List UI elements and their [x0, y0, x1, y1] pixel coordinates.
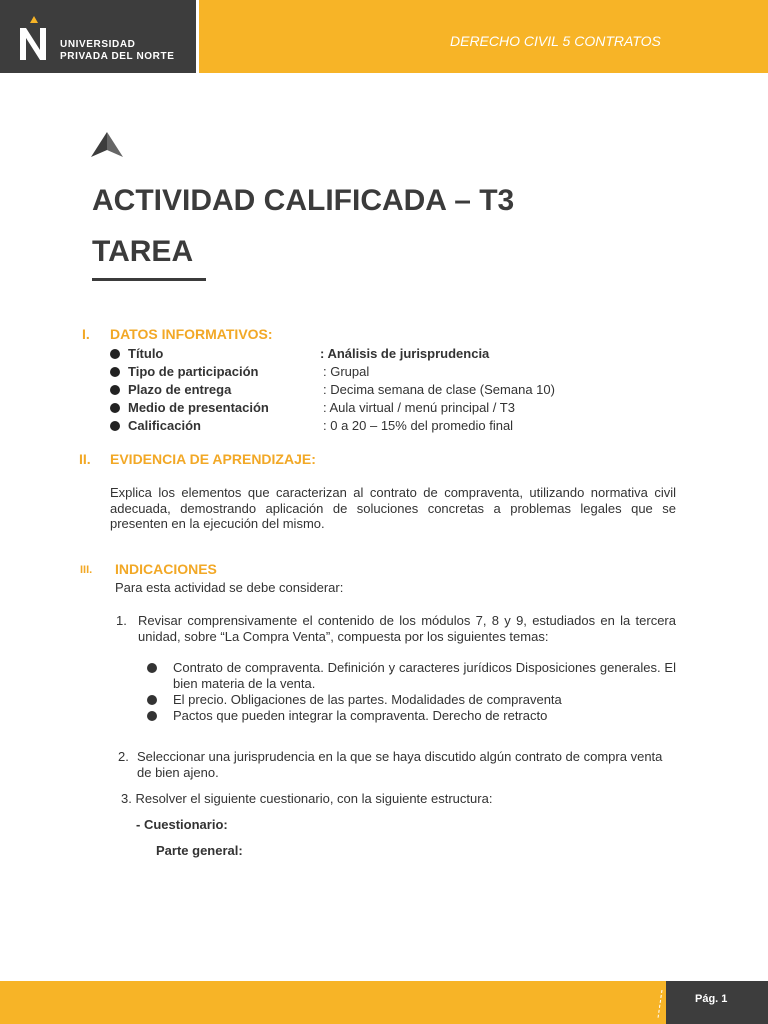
slash-decoration-icon — [655, 990, 665, 1018]
section3-intro: Para esta actividad se debe considerar: — [115, 580, 344, 595]
bullet-icon — [110, 385, 120, 395]
item1-text: Revisar comprensivamente el contenido de los módulos 7, 8 y 9, estudiados en la tercera unidad, sobre “La Compra Venta”, compuesta por los siguientes temas: — [138, 613, 676, 644]
course-name: DERECHO CIVIL 5 CONTRATOS — [450, 33, 661, 49]
bullet-icon — [147, 695, 157, 705]
section1-title: DATOS INFORMATIVOS: — [110, 326, 273, 342]
info-value: : Grupal — [323, 364, 370, 379]
section3-number: III. — [80, 564, 93, 576]
bullet-icon — [110, 367, 120, 377]
university-name — [60, 39, 174, 63]
topic-item: Contrato de compraventa. Definición y caracteres jurídicos Disposiciones generales. El bien materia de la venta. — [173, 660, 676, 691]
university-name-line2: PRIVADA DEL NORTE — [60, 51, 175, 62]
section1-number: I. — [82, 326, 90, 342]
bullet-icon — [110, 403, 120, 413]
document-title: ACTIVIDAD CALIFICADA – T3 — [92, 184, 515, 217]
bullet-icon — [147, 663, 157, 673]
item3-text: 3. Resolver el siguiente cuestionario, con la siguiente estructura: — [121, 791, 493, 806]
section2-paragraph: Explica los elementos que caracterizan al contrato de compraventa, utilizando normativa civil adecuada, demostrando aplicación de soluciones concretas a problemas legales que se presenten en la ejecución del mismo. — [110, 485, 676, 531]
info-value: : 0 a 20 – 15% del promedio final — [323, 418, 514, 433]
university-logo-panel — [0, 0, 196, 73]
item2-number: 2. — [118, 749, 129, 764]
info-label: Medio de presentación — [128, 400, 269, 415]
info-label: Calificación — [128, 418, 201, 433]
info-label: Tipo de participación — [128, 364, 259, 379]
triangle-arrow-icon — [90, 131, 126, 159]
info-label: Plazo de entrega — [128, 382, 232, 397]
bullet-icon — [147, 711, 157, 721]
info-value: : Decima semana de clase (Semana 10) — [323, 382, 555, 397]
parte-general-heading: Parte general: — [156, 843, 243, 858]
bullet-icon — [110, 349, 120, 359]
info-value: : Aula virtual / menú principal / T3 — [323, 400, 515, 415]
topic-item: Pactos que pueden integrar la compraventa. Derecho de retracto — [173, 708, 548, 723]
info-value: : Análisis de jurisprudencia — [320, 346, 490, 361]
upn-logo-icon — [14, 14, 54, 62]
footer-bar — [0, 981, 768, 1024]
item1-number: 1. — [116, 613, 127, 628]
section2-title: EVIDENCIA DE APRENDIZAJE: — [110, 451, 316, 467]
topic-item: El precio. Obligaciones de las partes. Modalidades de compraventa — [173, 692, 562, 707]
section2-number: II. — [79, 451, 91, 467]
section3-title: INDICACIONES — [115, 561, 217, 577]
cuestionario-heading: - Cuestionario: — [136, 817, 228, 832]
subtitle-underline — [92, 278, 206, 281]
bullet-icon — [110, 421, 120, 431]
document-subtitle: TAREA — [92, 235, 194, 268]
university-name-line1: UNIVERSIDAD — [60, 39, 136, 50]
page-number: Pág. 1 — [695, 993, 728, 1005]
info-label: Título — [128, 346, 164, 361]
item2-text: Seleccionar una jurisprudencia en la que se haya discutido algún contrato de compra venta de bien ajeno. — [137, 749, 663, 780]
